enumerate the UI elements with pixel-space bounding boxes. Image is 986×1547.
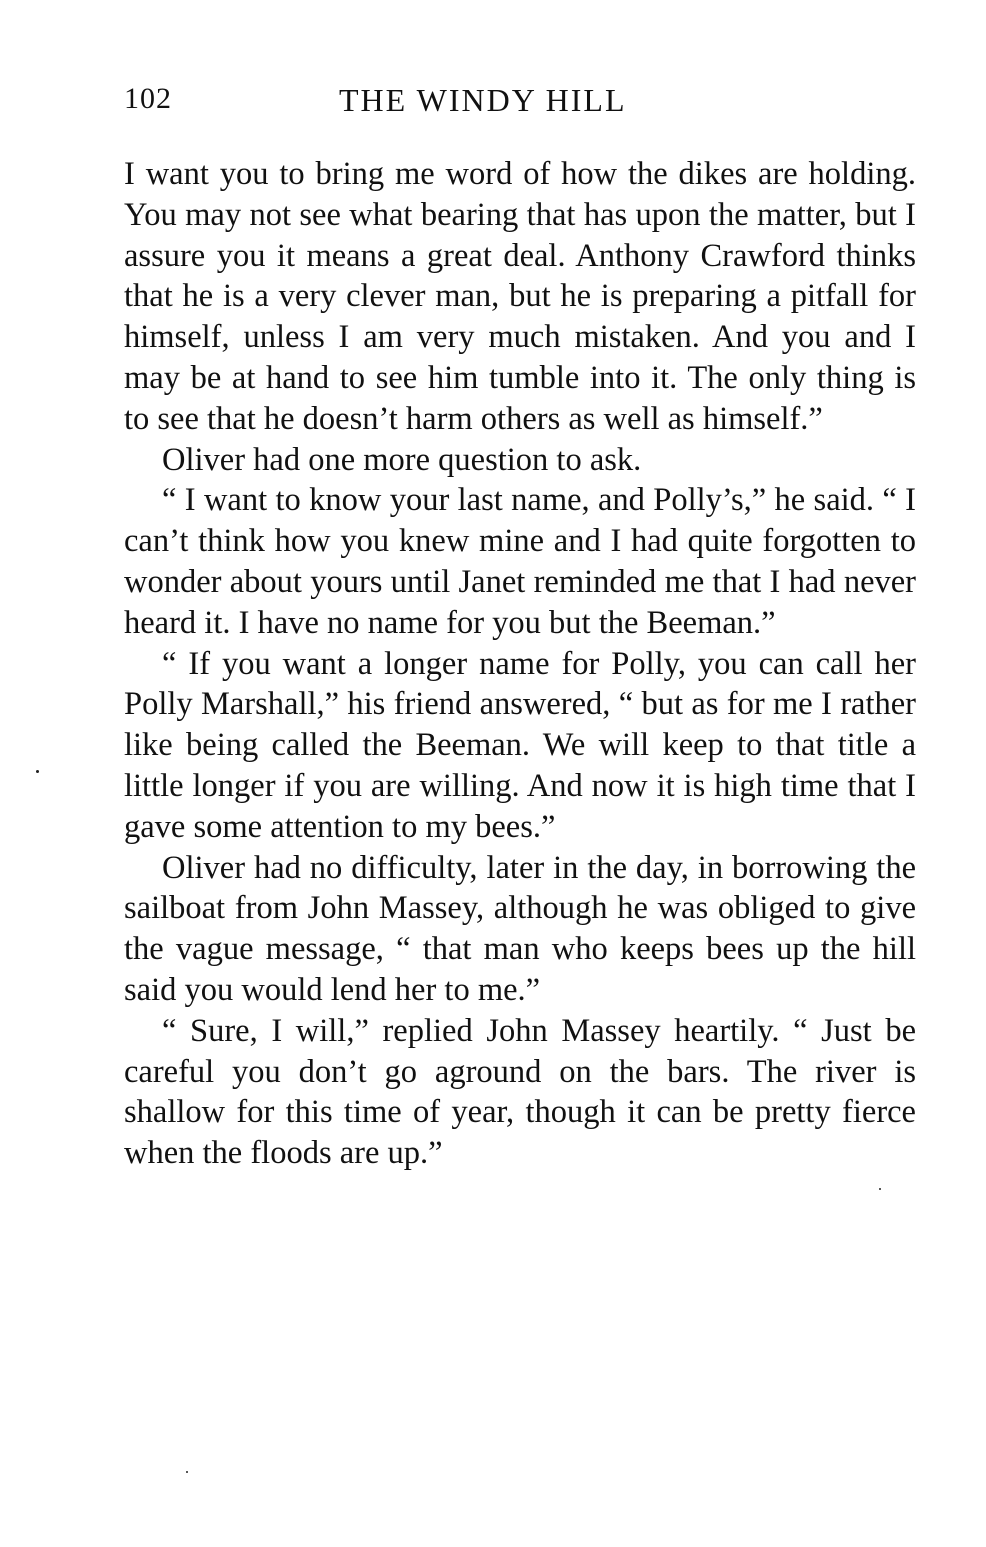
paragraph-3: “ I want to know your last name, and Polly’s,” he said. “ I can’t think how you knew mine and I had quite forgotten to wonder about yours until Janet reminded me that I had never heard it. I have no name for you but the Beeman.”: [124, 482, 916, 641]
paragraph-6: “ Sure, I will,” replied John Massey heartily. “ Just be careful you don’t go aground on the bars. The river is shallow for this time of year, though it can be pretty fierce when the floods are up.”: [124, 1012, 916, 1172]
running-head: THE WINDY HILL: [339, 82, 627, 118]
paragraph-5: Oliver had no difficulty, later in the day, in borrowing the sailboat from John Massey, although he was obliged to give the vague message, “ that man who keeps bees up the hill said you would lend her to me.”: [124, 849, 916, 1008]
scan-speck: [186, 1471, 188, 1473]
body-text: [124, 154, 916, 1174]
page-header: [124, 82, 914, 126]
paragraph-4: “ If you want a longer name for Polly, you can call her Polly Marshall,” his friend answered, “ but as for me I rather like being called the Beeman. We will keep to that title a little longer if you are willing. And now it is high time that I gave some attention to my bees.”: [124, 645, 916, 845]
paragraph-1: I want you to bring me word of how the dikes are holding. You may not see what bearing that has upon the matter, but I assure you it means a great deal. Anthony Crawford thinks that he is a very clever man, but he is preparing a pitfall for himself, unless I am very much mistaken. And you and I may be at hand to see him tumble into it. The only thing is to see that he doesn’t harm others as well as himself.”: [124, 156, 916, 437]
page-number: 102: [124, 82, 172, 115]
paragraph-2: Oliver had one more question to ask.: [162, 441, 642, 478]
scan-speck: [879, 1188, 881, 1190]
scan-speck: [36, 770, 39, 773]
